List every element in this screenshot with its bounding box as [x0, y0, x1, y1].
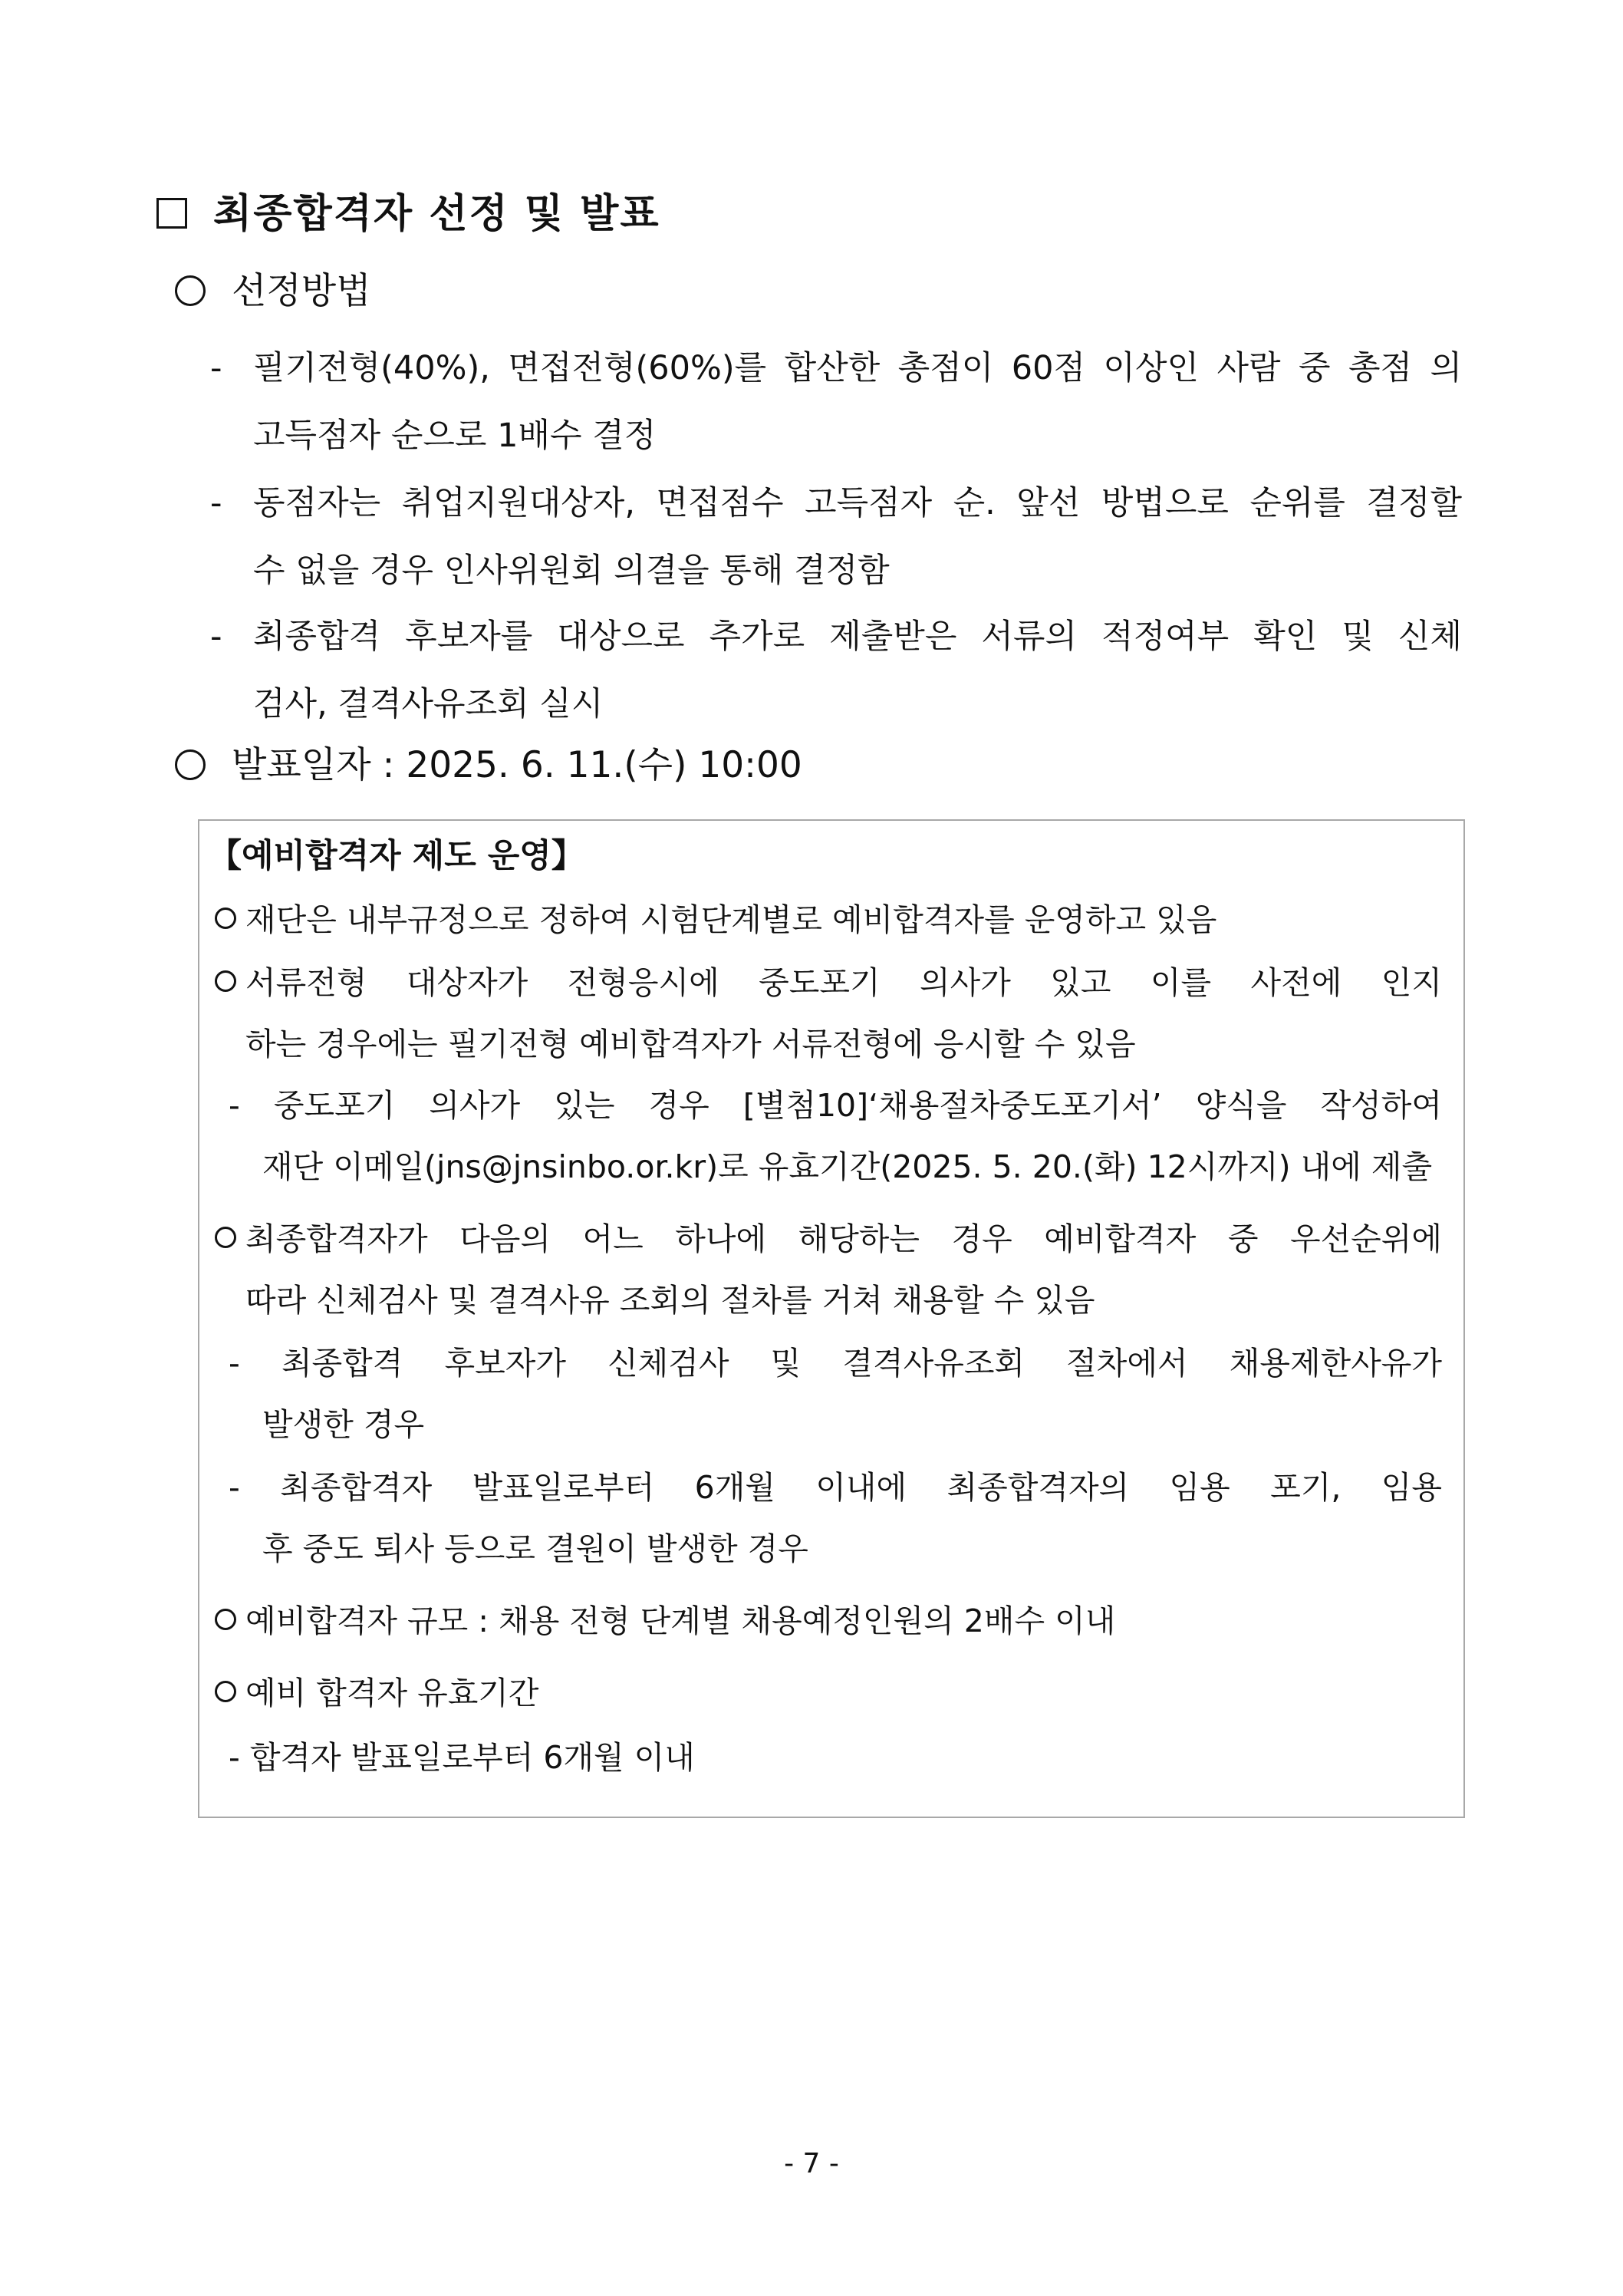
method-subheading [175, 262, 371, 314]
section-heading [156, 181, 660, 239]
list-item [210, 469, 1462, 604]
item-line: 필기전형(40%), 면접전형(60%)를 합산한 총점이 60점 이상인 사람 중 총점 의 [253, 349, 1462, 387]
notice-paragraph [215, 1668, 539, 1713]
notice-paragraph [215, 1596, 1115, 1641]
notice-paragraph [215, 894, 1216, 940]
circle-bullet-icon [215, 908, 236, 929]
section-title: 최종합격자 선정 및 발표 [213, 191, 660, 237]
circle-bullet-icon [175, 749, 206, 780]
dash-bullet: - [210, 484, 222, 522]
page-number: - 7 - [784, 2148, 839, 2179]
announce-subheading [175, 736, 802, 788]
notice-text: 서류전형 대상자가 전형응시에 중도포기 의사가 있고 이를 사전에 인지 [245, 964, 1442, 1001]
notice-text: 하는 경우에는 필기전형 예비합격자가 서류전형에 응시할 수 있음 [245, 1026, 1136, 1062]
notice-text: 예비합격자 규모 : 채용 전형 단계별 채용예정인원의 2배수 이내 [245, 1603, 1116, 1639]
item-line: 검사, 결격사유조회 실시 [253, 685, 604, 723]
item-line: 최종합격 후보자를 대상으로 추가로 제출받은 서류의 적정여부 확인 및 신체 [253, 618, 1462, 656]
dash-bullet: - [210, 618, 222, 656]
dash-bullet: - [210, 349, 222, 387]
method-heading-text: 선정방법 [232, 270, 371, 312]
notice-text: 예비 합격자 유효기간 [245, 1675, 539, 1711]
notice-box [198, 819, 1465, 1818]
announce-text: 발표일자 : 2025. 6. 11.(수) 10:00 [232, 744, 802, 786]
notice-subitem: - 합격자 발표일로부터 6개월 이내 [229, 1739, 695, 1776]
notice-subitem: - 최종합격 후보자가 신체검사 및 결격사유조회 절차에서 채용제한사유가 [229, 1345, 1442, 1382]
circle-bullet-icon [215, 1681, 236, 1702]
notice-title: 【예비합격자 제도 운영】 [209, 837, 584, 875]
circle-bullet-icon [175, 275, 206, 306]
list-item [210, 603, 1462, 738]
list-item [210, 334, 1462, 469]
square-bullet-icon [156, 198, 187, 229]
notice-text: 최종합격자가 다음의 어느 하나에 해당하는 경우 예비합격자 중 우선순위에 [245, 1220, 1442, 1257]
circle-bullet-icon [215, 1609, 236, 1630]
circle-bullet-icon [215, 970, 236, 992]
item-line: 고득점자 순으로 1배수 결정 [253, 417, 657, 455]
item-line: 동점자는 취업지원대상자, 면접점수 고득점자 순. 앞선 방법으로 순위를 결정할 [253, 484, 1462, 522]
notice-subitem: 후 중도 퇴사 등으로 결원이 발생한 경우 [262, 1530, 808, 1567]
notice-text: 재단은 내부규정으로 정하여 시험단계별로 예비합격자를 운영하고 있음 [245, 901, 1217, 938]
notice-subitem: 재단 이메일(jns@jnsinbo.or.kr)로 유효기간(2025. 5. 20.(화) 12시까지) 내에 제출 [262, 1148, 1433, 1185]
notice-subitem: 발생한 경우 [262, 1406, 425, 1443]
notice-paragraph [215, 957, 1442, 1003]
notice-paragraph [215, 1214, 1442, 1259]
circle-bullet-icon [215, 1227, 236, 1248]
notice-subitem: - 최종합격자 발표일로부터 6개월 이내에 최종합격자의 임용 포기, 임용 [229, 1469, 1442, 1506]
notice-text: 따라 신체검사 및 결격사유 조회의 절차를 거쳐 채용할 수 있음 [245, 1282, 1095, 1319]
item-line: 수 없을 경우 인사위원회 의결을 통해 결정함 [253, 552, 890, 590]
notice-subitem: - 중도포기 의사가 있는 경우 [별첨10]‘채용절차중도포기서’ 양식을 작성하여 [229, 1087, 1442, 1124]
